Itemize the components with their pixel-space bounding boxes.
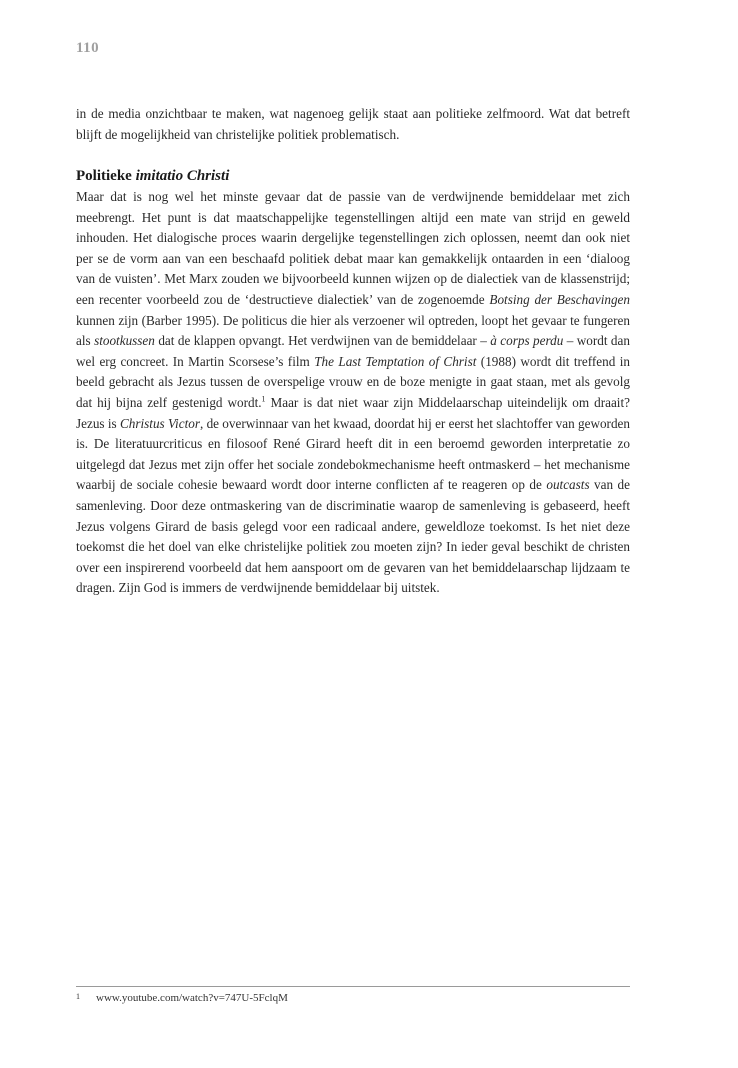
text-run: dat de klappen opvangt. Het verdwijnen van de bemiddelaar – [154,333,491,349]
page-number: 110 [76,40,100,56]
italic-phrase: outcasts [546,477,590,493]
footnote [76,992,288,1004]
intro-paragraph: in de media onzichtbaar te maken, wat nagenoeg gelijk staat aan politieke zelfmoord. Wat dat betreft blijft de mogelijkheid van christelijke politiek problematisch. [76,106,630,142]
italic-phrase: à corps perdu [490,333,564,349]
footnote-marker: 1 [76,992,80,1001]
footnote-divider [76,986,630,987]
italic-phrase: The Last Temptation of Christ [314,353,477,369]
section-heading [76,166,630,186]
text-run: – wordt dan wel erg concreet. In Martin Scorsese’s film [76,333,630,369]
section-heading-plain: Politieke [76,168,136,184]
text-run: kunnen zijn (Barber 1995). De politicus die hier als verzoener wil optreden, loopt het gevaar te fungeren als [76,312,630,349]
italic-phrase: Botsing der Beschavingen [489,291,631,307]
footnote-link[interactable]: www.youtube.com/watch?v=747U-5FclqM [96,992,288,1004]
section [76,166,630,599]
section-body-paragraph [76,187,630,599]
section-heading-italic: imitatio Christi [135,168,230,184]
text-run: van de samenleving. Door deze ontmaskering van de discriminatie waarop de samenleving is gebaseerd, heeft Jezus volgens Girard de basis gelegd voor een radicaal andere, geweldloze toekomst. Is het niet deze toekomst die het doel van elke christelijke politiek zou moeten zijn? In ieder geval beschikt de christen over een inspirerend voorbeeld dat hem aanspoort om de gevaren van het bemiddelaarschap lijdzaam te dragen. Zijn God is immers de verdwijnende bemiddelaar bij uitstek. [76,477,630,596]
text-run: , de overwinnaar van het kwaad, doordat hij er eerst het slachtoffer van geworden is. De literatuurcriticus en filosoof René Girard heeft dit in een beroemd geworden interpretatie zo uitgelegd dat Jezus met zijn offer het sociale zondebokmechanisme heeft ontmaskerd – het mechanisme waarbij de sociale cohesie bewaard wordt door interne conflicten af te reageren op de [76,415,630,493]
section-body [76,187,630,599]
italic-phrase: Christus Victor [119,415,200,431]
italic-phrase: stootkussen [94,333,155,349]
text-run: Maar dat is nog wel het minste gevaar dat de passie van de verdwijnende bemiddelaar met zich meebrengt. Het punt is dat maatschappelijke tegenstellingen altijd een mate van strijd en geweld inhouden. Het dialogische proces waarin dergelijke tegenstellingen zich oplossen, neemt dan ook niet per se de vorm aan van een beschaafd politiek debat maar kan gemakkelijk ontaarden in een ‘dialoog van de vuisten’. Met Marx zouden we bijvoorbeeld kunnen wijzen op de dialectiek van de klassenstrijd; een recenter voorbeeld zou de ‘destructieve dialectiek’ van de zogenoemde [76,189,630,307]
footnote-reference[interactable]: 1 [261,394,266,404]
text-run: (1988) wordt dit treffend in beeld gebracht als Jezus tussen de overspelige vrouw en de boze menigte in gaat staan, met als gevolg dat hij bijna zelf gestenigd wordt. [76,353,630,410]
text-run: Maar is dat niet waar zijn Middelaarschap uiteindelijk om draait? Jezus is [76,394,630,431]
